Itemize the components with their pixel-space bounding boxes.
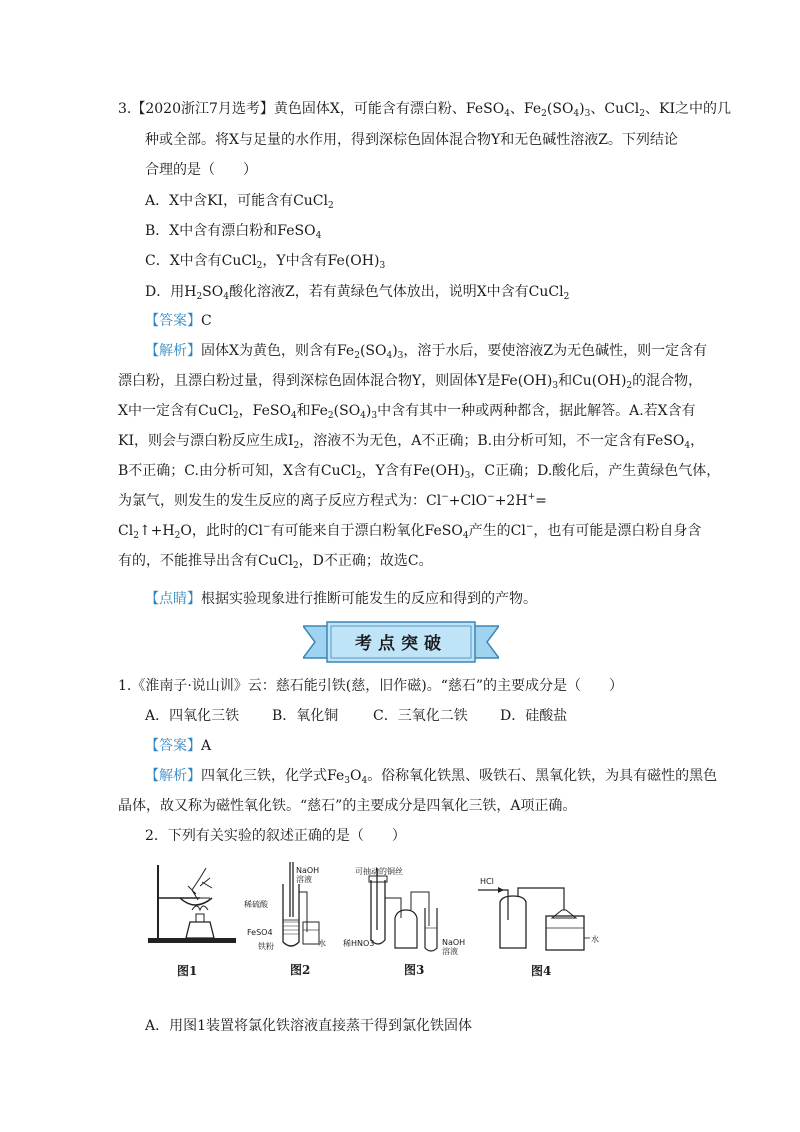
p1-analysis-1: 【解析】四氧化三铁，化学式$Fe_3O_4$。俗称氧化铁黑、吸铁石、黑氧化铁，为具有磁性的黑色 — [145, 768, 718, 786]
q3-option-d: D．用$H_2SO_4$酸化溶液Z，若有黄绿色气体放出，说明X中含有CuCl$_2$ — [145, 284, 570, 302]
q3-analysis-3: X中一定含有CuCl$_2$，FeSO$_4$和$Fe_2(SO_4)_3$中含有其中一种或两种都含，据此解答。A.若X含有 — [118, 403, 696, 421]
answer-tag: 【答案】 — [145, 313, 201, 329]
figure-2-label-solution: 溶液 — [296, 875, 312, 884]
q3-analysis-8: 有的，不能推导出含有CuCl$_2$，D不正确；故选C。 — [118, 553, 433, 571]
figure-3-label-copper-wire: 可抽动的铜丝 — [355, 867, 403, 876]
question-number: 3. — [118, 101, 132, 117]
figure-4-label-hcl: HCl — [480, 877, 494, 886]
analysis-tag: 【解析】 — [145, 343, 201, 359]
figure-2-label-feso4: FeSO4 — [247, 928, 273, 937]
p2-stem: 2．下列有关实验的叙述正确的是（ ） — [145, 828, 406, 844]
q3-option-a: A．X中含KI，可能含有CuCl$_2$ — [145, 193, 334, 211]
q3-option-c: C．X中含有CuCl$_2$，Y中含有$Fe(OH)_3$ — [145, 253, 386, 271]
p1-option-c: C．三氧化二铁 — [373, 708, 468, 724]
banner-title: 考点突破 — [355, 634, 447, 654]
q3-note — [145, 589, 537, 609]
figure-4-diagram — [478, 880, 593, 956]
figure-3-label-hno3: 稀HNO3 — [343, 939, 375, 948]
p1-analysis-2: 晶体，故又称为磁性氧化铁。“慈石”的主要成分是四氧化三铁，A项正确。 — [118, 798, 577, 814]
q3-analysis-7: $Cl_2↑+H_2O$，此时的Cl−有可能来自于漂白粉氧化FeSO$_4$产生的Cl−，也有可能是漂白粉自身含 — [118, 522, 702, 541]
q3-analysis-5: B不正确；C.由分析可知，X含有CuCl$_2$，Y含有$Fe(OH)_3$，C正确；D.酸化后，产生黄绿色气体， — [118, 463, 721, 481]
analysis-tag: 【解析】 — [145, 768, 201, 784]
note-tag: 【点睛】 — [145, 591, 201, 607]
figure-2-label-naoh: NaOH — [296, 866, 320, 875]
question-source: 【2020浙江7月选考】 — [131, 101, 274, 117]
answer-value: A — [201, 738, 212, 754]
p1-answer — [145, 736, 211, 756]
figure-2-label-water: 水 — [318, 939, 326, 948]
p1-option-d: D．硅酸盐 — [500, 708, 568, 724]
figure-3-caption: 图3 — [404, 963, 425, 977]
q3-option-b: B．X中含有漂白粉和FeSO$_4$ — [145, 223, 322, 241]
figure-4-caption: 图4 — [531, 964, 552, 978]
p1-option-a: A．四氧化三铁 — [145, 708, 240, 724]
p1-option-b: B．氧化铜 — [272, 708, 339, 724]
q3-analysis-2: 漂白粉，且漂白粉过量，得到深棕色固体混合物Y，则固体Y是$Fe(OH)_3$和$Cu(OH)_2$的混合物， — [118, 373, 703, 391]
answer-value: C — [201, 313, 212, 329]
q3-answer — [145, 311, 212, 331]
figure-2-caption: 图2 — [290, 963, 311, 977]
note-text: 根据实验现象进行推断可能发生的反应和得到的产物。 — [201, 591, 537, 607]
q3-line-3: 合理的是（ ） — [145, 162, 257, 178]
figure-4-label-water: 水 — [591, 935, 599, 944]
p1-stem: 1.《淮南子·说山训》云：慈石能引铁(慈，旧作磁)。“慈石”的主要成分是（ ） — [118, 678, 624, 694]
figure-3-label-solution: 溶液 — [442, 947, 458, 956]
q3-line-2: 种或全部。将X与足量的水作用，得到深棕色固体混合物Y和无色碱性溶液Z。下列结论 — [145, 132, 678, 148]
answer-tag: 【答案】 — [145, 738, 201, 754]
figure-3-label-naoh: NaOH — [442, 938, 466, 947]
figure-1-caption: 图1 — [177, 964, 198, 978]
q3-analysis-6: 为氯气，则发生的发生反应的离子反应方程式为：Cl−+ClO−+2H+= — [118, 492, 547, 509]
p2-option-a: A．用图1装置将氯化铁溶液直接蒸干得到氯化铁固体 — [145, 1018, 473, 1034]
q3-line-1: 3.【2020浙江7月选考】黄色固体X，可能含有漂白粉、FeSO$_4$、$Fe_2(SO_4)_3$、CuCl$_2$、KI之中的几 — [118, 101, 732, 119]
q3-analysis-4: KI，则会与漂白粉反应生成$I_2$，溶液不为无色，A不正确；B.由分析可知，不一定含有FeSO$_4$， — [118, 433, 705, 451]
section-banner — [303, 620, 499, 664]
q3-analysis-1: 【解析】固体X为黄色，则含有$Fe_2(SO_4)_3$，溶于水后，要使溶液Z为无色碱性，则一定含有 — [145, 343, 708, 361]
figure-2-label-iron: 铁粉 — [258, 942, 274, 951]
figure-1-diagram — [140, 860, 240, 955]
figure-2-label-acid: 稀硫酸 — [244, 900, 268, 909]
